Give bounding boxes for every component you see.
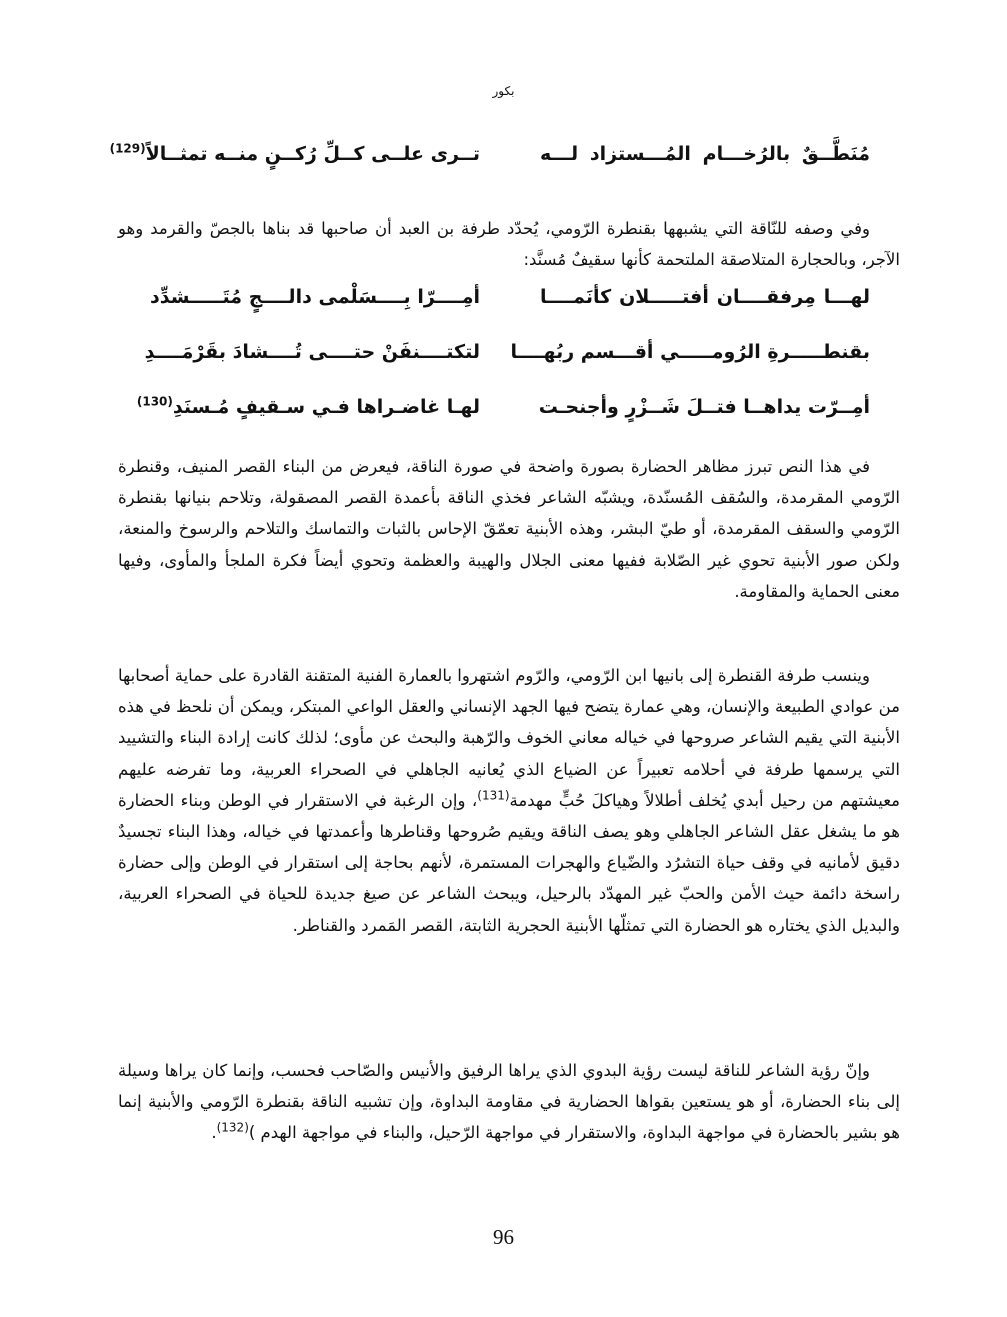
verse-text: تــرى علــى كــلِّ رُكــنٍ منــه تمثــالاً xyxy=(145,143,480,165)
paragraph-text: في هذا النص تبرز مظاهر الحضارة بصورة واضحة في صورة الناقة، فيعرض من البناء القصر المنيف، وقنطرة الرّومي المقرمدة، والسُقف المُسنّدة، ويشبّه الشاعر فخذي الناقة بأعمدة القصر المصقولة، وتلاحم بنيانها بقنطرة الرّومي والسقف المقرمدة، أو طيّ البشر، وهذه الأبنية تعمّقّ الإحاس بالثبات والتماسك والتلاحم والرسوخ والمنعة، ولكن صور الأبنية تحوي غير الصّلابة ففيها معنى الجلال والهيبة والعظمة وتحوي أيضاً فكرة الملجأ والمأوى، وفيها معنى الحماية والمقاومة. xyxy=(118,457,900,601)
footnote-ref: (129) xyxy=(109,141,146,156)
verse-line-1 xyxy=(109,141,870,173)
poem-line-2 xyxy=(144,341,870,371)
paragraph-text: . xyxy=(211,1123,217,1143)
paragraph-text: وفي وصفه للنّاقة التي يشبهها بقنطرة الرّومي، يُحدّد طرفة بن العبد أن صاحبها قد بناها بالجصّ والقرمد وهو الآجر، وبالحجارة المتلاصقة الملتحمة كأنها سقيفٌ مُسنَّد: xyxy=(118,219,900,270)
body-paragraph-2 xyxy=(118,660,900,941)
paragraph-text: وإنّ رؤية الشاعر للناقة ليست رؤية البدوي الذي يراها الرفيق والأنيس والصّاحب فحسب، وإنما كان يراها وسيلة إلى بناء الحضارة، أو هو يستعين بقواها الحضارية في مقاومة البداوة، وإن تشبيه الناقة بقنطرة الرّومي والأبنية إنما هو بشير بالحضارة في مواجهة البداوة، والاستقرار في مواجهة الرّحيل، والبناء في مواجهة الهدم ) xyxy=(118,1061,900,1143)
poem-line-3 xyxy=(136,394,870,426)
body-paragraph-3 xyxy=(118,1055,900,1149)
verse-hemistich-second: أمِــــرّا بِــــسَلْمى دالــــجٍ مُتَـــــشدِّد xyxy=(150,286,480,308)
verse-hemistich-first: لهـــا مِرفقــــان أفتـــــلان كأنَمــــا xyxy=(540,286,870,308)
verse-hemistich-second xyxy=(109,141,480,165)
paragraph-text: وينسب طرفة القنطرة إلى بانيها ابن الرّومي، والرّوم اشتهروا بالعمارة الفنية المتقنة القادرة على حماية أصحابها من عوادي الطبيعة والإنسان، وهي عمارة يتضح فيها الجهد الإنساني والعقل الواعي المبتكر، ويمكن أن نلحظ في هذه الأبنية التي يقيم الشاعر صروحها في خياله معاني الخوف والرّهبة والبحث عن مأوى؛ لذلك كانت إرادة البناء والتشييد التي يرسمها طرفة في أحلامه تعبيراً عن الضياع الذي يُعانيه الجاهلي في الصحراء العربية، وما تفرضه عليهم معيشتهم من رحيل أبدي يُخلف أطلالاً وهياكلَ حُبٍّ مهدمة xyxy=(118,666,900,810)
verse-hemistich-first: بقنطـــــرةِ الرُومـــــي أقـــسم ربُهــــا xyxy=(510,341,870,363)
footnote-ref: (132) xyxy=(216,1120,249,1135)
verse-hemistich-second: لتكتــــنفَنْ حتــــى تُــــشادَ بقَرْمَــــدِ xyxy=(144,341,480,363)
intro-paragraph xyxy=(118,213,900,275)
verse-hemistich-first: أمِــرّت يداهــا فتــلَ شَــزْرٍ وأجنحـت xyxy=(538,396,870,418)
body-paragraph-1 xyxy=(118,451,900,607)
page-number: 96 xyxy=(493,1225,514,1249)
verse-hemistich-first: مُنَطَّــقٌ بالرُخـــام المُـــستزاد لـــه xyxy=(540,143,870,165)
footnote-ref: (131) xyxy=(477,788,510,803)
footnote-ref: (130) xyxy=(136,394,173,409)
verse-hemistich-second xyxy=(136,394,480,418)
verse-text: لهـا غاضـراها فـي سـقيفٍ مُـسنَدِ xyxy=(172,396,480,418)
paragraph-text: ، وإن الرغبة في الاستقرار في الوطن وبناء الحضارة هو ما يشغل عقل الشاعر الجاهلي وهو يصف الناقة ويقيم صُروحها وقناطرها وأعمدتها في خياله، وهذا البناء تجسيدٌ دقيق لأمانيه في وقف حياة التشرُد والضّياع والهجرات المستمرة، لأنهم بحاجة إلى استقرار في الوطن وإلى حضارة راسخة دائمة حيث الأمن والحبّ غير المهدّد بالرحيل، ويبحث الشاعر عن صيغ جديدة للحياة في الصحراء العربية، والبديل الذي يختاره هو الحضارة التي تمثلّها الأبنية الحجرية الثابتة، القصر المَمرد والقناطر. xyxy=(118,790,900,935)
running-header: بكور xyxy=(492,84,515,98)
poem-line-1 xyxy=(150,286,870,316)
